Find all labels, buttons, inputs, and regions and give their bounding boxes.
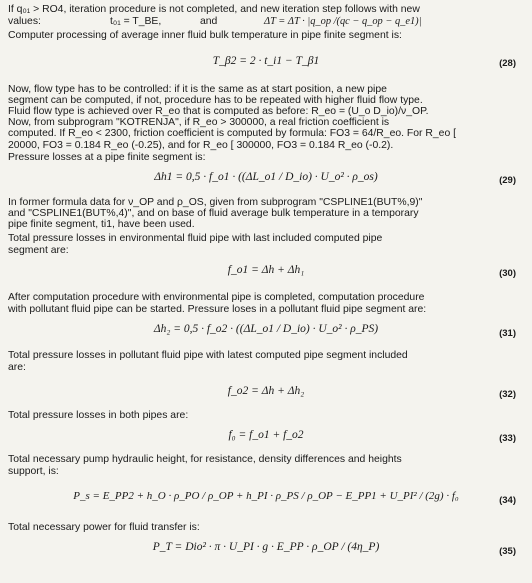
- equation-number: (35): [499, 546, 516, 557]
- equation-34: P_s = E_PP2 + h_O · ρ_PO / ρ_OP + h_PI · ρ_PS / ρ_OP − E_PP1 + U_PI² / (2g) · f₀: [73, 490, 459, 502]
- text-line: Pressure losses at a pipe finite segment is:: [8, 152, 206, 163]
- equation-29: Δh1 = 0,5 · f_o1 · ((ΔL_o1 / D_io) · U_o² · ρ_os): [154, 171, 378, 183]
- equation-33: f₀ = f_o1 + f_o2: [228, 429, 304, 441]
- values-label: values:: [8, 16, 41, 27]
- equation-32: f_o2 = Δh + Δh₂: [227, 385, 305, 397]
- text-line: Computer processing of average inner fluid bulk temperature in pipe finite segment is:: [8, 30, 402, 41]
- text-line: In former formula data for ν_OP and ρ_OS, given from subprogram "CSPLINE1(BUT%,9)": [8, 197, 423, 208]
- text-line: Total pressure losses in pollutant fluid pipe with latest computed pipe segment included: [8, 350, 408, 361]
- text-line: support, is:: [8, 466, 59, 477]
- inline-formula: t₀₁ = T_BE,: [110, 16, 162, 27]
- text-line: with pollutant fluid pipe can be started. Pressure loses in a pollutant fluid pipe segment are:: [8, 304, 427, 315]
- text-line: 20000, FO3 = 0.184 R_eo (-0.25), and for R_eo [ 300000, FO3 = 0.184 R_eo (-0.2).: [8, 140, 394, 151]
- equation-30: f_o1 = Δh + Δh₁: [227, 264, 305, 276]
- equation-number: (29): [499, 175, 516, 186]
- text-line: Total pressure losses in environmental fluid pipe with last included computed pipe: [8, 233, 383, 244]
- text-line: and "CSPLINE1(BUT%,4)", and on base of fluid average bulk temperature in a temporary: [8, 208, 419, 219]
- text-line: Now, from subprogram "KOTRENJA", if R_eo > 300000, a real friction coefficient is: [8, 117, 390, 128]
- equation-31: Δh₂ = 0,5 · f_o2 · ((ΔL_o1 / D_io) · U_o² · ρ_PS): [153, 323, 379, 335]
- inline-text: and: [200, 16, 218, 27]
- text-line: Fluid flow type is achieved over R_eo that is computed as before: R_eo = (U_o D_io)/ν_OP.: [8, 106, 429, 117]
- text-line: pipe finite segment, ti1, have been used.: [8, 219, 195, 230]
- text-line: Now, flow type has to be controlled: if it is the same as at start position, a new pipe: [8, 84, 387, 95]
- equation-number: (34): [499, 495, 516, 506]
- equation-number: (31): [499, 328, 516, 339]
- text-line: segment can be computed, if not, procedure has to be repeated with higher fluid flow type.: [8, 95, 423, 106]
- equation-number: (28): [499, 58, 516, 69]
- equation-35: P_T = Dio² · π · U_PI · g · E_PP · ρ_OP / (4η_P): [152, 541, 380, 553]
- text-line: segment are:: [8, 245, 69, 256]
- inline-formula: ΔT = ΔT · |q_op /(qc − q_op − q_e1)|: [264, 16, 422, 27]
- text-line: If q₀₁ > RO4, iteration procedure is not completed, and new iteration step follows with new: [8, 4, 420, 15]
- text-line: Total pressure losses in both pipes are:: [8, 410, 189, 421]
- text-line: After computation procedure with environmental pipe is completed, computation procedure: [8, 292, 425, 303]
- equation-number: (32): [499, 389, 516, 400]
- text-line: Total necessary power for fluid transfer is:: [8, 522, 200, 533]
- text-line: Total necessary pump hydraulic height, for resistance, density differences and heights: [8, 454, 402, 465]
- equation-number: (30): [499, 268, 516, 279]
- text-line: are:: [8, 362, 26, 373]
- text-line: computed. If R_eo < 2300, friction coefficient is computed by formula: FO3 = 64/R_eo. For R_eo [: [8, 128, 456, 139]
- equation-number: (33): [499, 433, 516, 444]
- equation-28: T_β2 = 2 · t_i1 − T_β1: [212, 55, 320, 67]
